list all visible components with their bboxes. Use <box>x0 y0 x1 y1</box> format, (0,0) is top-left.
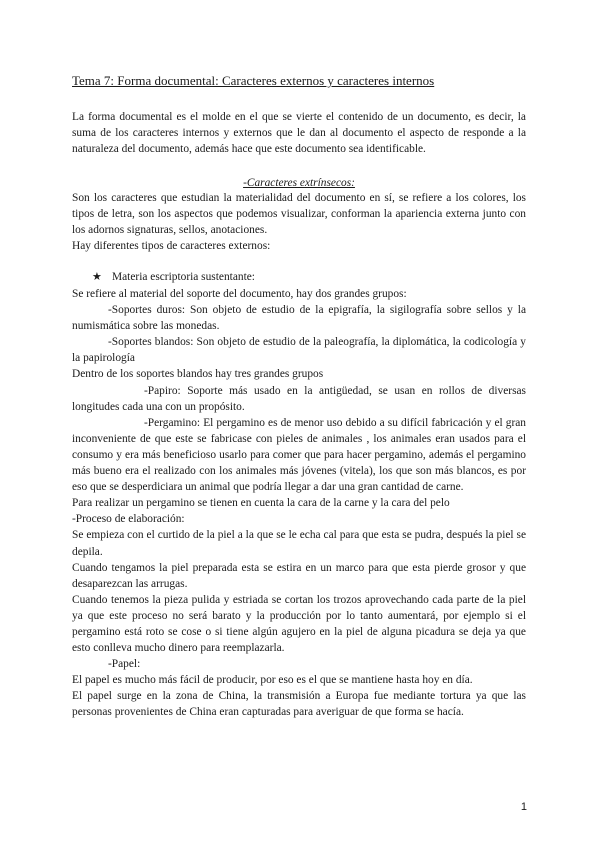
paragraph-tres-grupos: Dentro de los soportes blandos hay tres grandes grupos <box>72 368 324 381</box>
main-body <box>72 286 526 721</box>
extrinsecos-section <box>72 190 526 254</box>
paragraph-soportes-duros: -Soportes duros: Son objeto de estudio de la epigrafía, la sigilografía sobre sellos y la numismática sobre las monedas. <box>72 304 526 333</box>
page-number: 1 <box>520 801 527 813</box>
extrinsecos-definition: Son los caracteres que estudian la materialidad del documento en sí, se refiere a los colores, los tipos de letra, son los aspectos que podemos visualizar, conforman la apariencia externa junto con los adornos signaturas, sellos, anotaciones. <box>72 192 526 237</box>
bullet-item <box>72 269 526 285</box>
paragraph-proceso-heading: -Proceso de elaboración: <box>72 513 185 526</box>
paragraph-estirado: Cuando tengamos la piel preparada esta se estira en un marco para que esta pierde grosor y que desaparezcan las arrugas. <box>72 561 526 590</box>
page-title: Tema 7: Forma documental: Caracteres externos y caracteres internos <box>72 73 435 88</box>
paragraph-soporte-grupos: Se refiere al material del soporte del documento, hay dos grandes grupos: <box>72 288 407 300</box>
paragraph-papel-heading: -Papel: <box>108 658 141 671</box>
paragraph-papel-facil: El papel es mucho más fácil de producir, por eso es el que se mantiene hasta hoy en día. <box>72 674 473 687</box>
paragraph-papel-china: El papel surge en la zona de China, la transmisión a Europa fue mediante tortura ya que las personas provenientes de China eran capturadas para averiguar de que forma se hacía. <box>72 690 526 719</box>
paragraph-cortado: Cuando tenemos la pieza pulida y estriada se cortan los trozos aprovechando cada parte de la piel ya que este proceso no será barato y la producción por lo tanto aumentará, por ejemplo si el pergamino está roto se cose o si tiene algún agujero en la piel de alguna picadura se deja ya que esto conlleva mucho dinero para reemplazarla. <box>72 593 526 655</box>
paragraph-soportes-blandos: -Soportes blandos: Son objeto de estudio de la paleografía, la diplomática, la codicología y la papirología <box>72 336 526 365</box>
paragraph-papiro: -Papiro: Soporte más usado en la antigüedad, se usan en rollos de diversas longitudes cada una con un propósito. <box>72 384 526 413</box>
bullet-label: Materia escriptoria sustentante: <box>112 271 255 283</box>
paragraph-pergamino: -Pergamino: El pergamino es de menor uso debido a su difícil fabricación y el gran inconveniente de que este se fabricase con pieles de animales , los animales eran usados para el consumo y era más beneficioso usarlo para comer que para hacer pergamino, además el pergamino más bueno era el realizado con los animales más jóvenes (vitela), los que son más blancos, es por eso que se desperdiciara un animal que podría llegar a dar una gran cantidad de carne. <box>72 416 526 494</box>
intro-paragraph: La forma documental es el molde en el que se vierte el contenido de un documento, es decir, la suma de los caracteres internos y externos que le dan al documento el aspecto de responde a la naturaleza del documento, además hace que este documento sea identificable. <box>72 111 526 156</box>
paragraph-curtido: Se empieza con el curtido de la piel a la que se le echa cal para que esta se pudra, después la piel se depila. <box>72 529 526 558</box>
extrinsecos-types-intro: Hay diferentes tipos de caracteres externos: <box>72 240 271 253</box>
black-star-icon: ★ <box>92 270 102 283</box>
paragraph-caras: Para realizar un pergamino se tienen en cuenta la cara de la carne y la cara del pelo <box>72 497 450 510</box>
section-heading-extrinsecos: -Caracteres extrínsecos: <box>243 177 355 189</box>
